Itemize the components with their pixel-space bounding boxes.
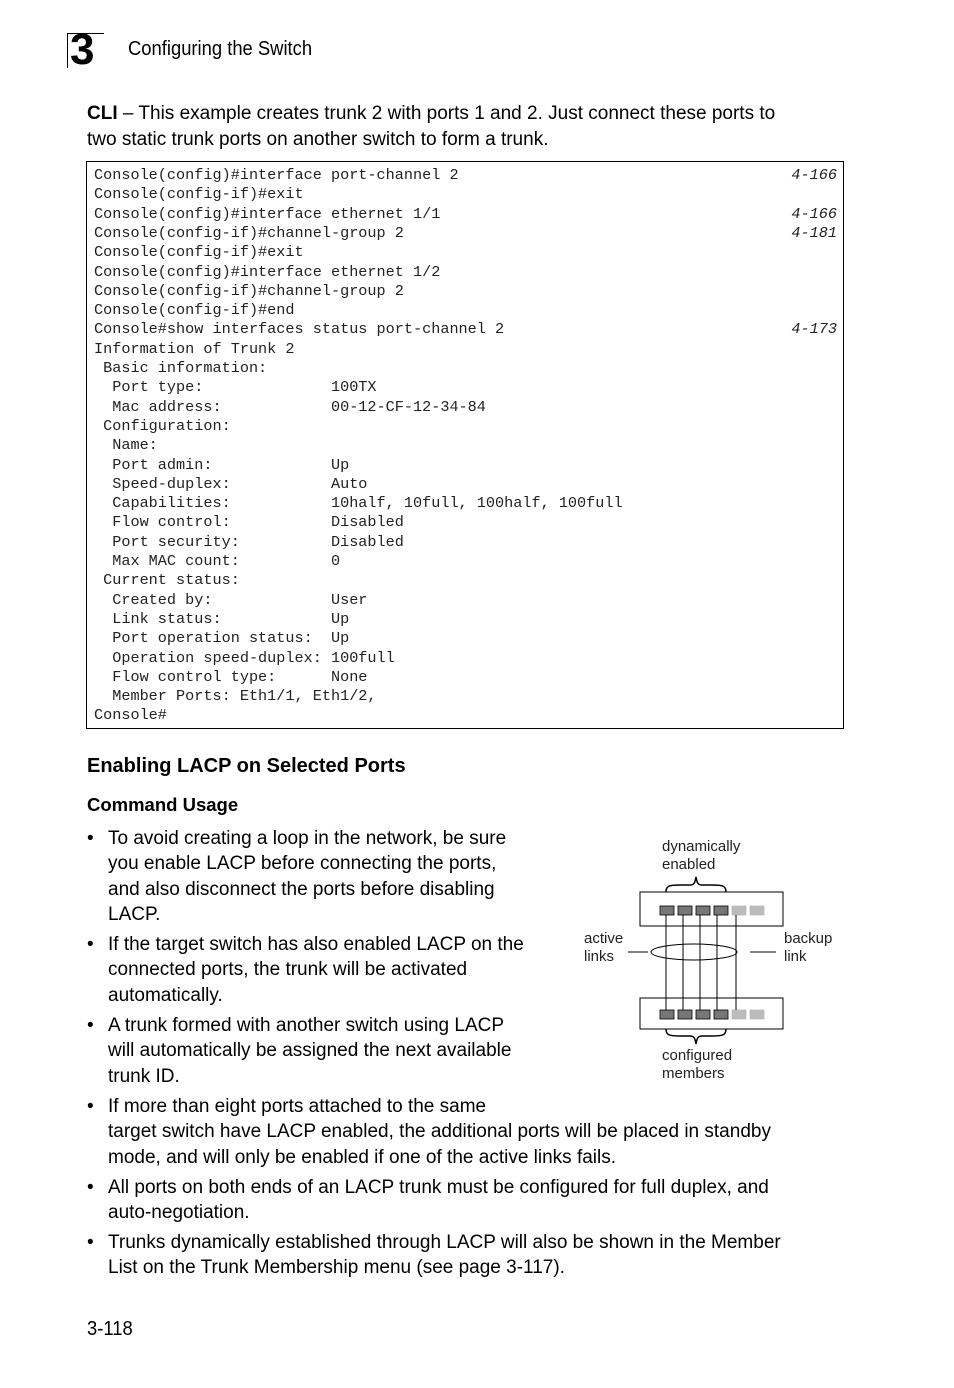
cli-code-block (86, 161, 844, 729)
list-item-line: and also disconnect the ports before disabling (108, 878, 495, 900)
configured-members-label: configured members (662, 1047, 733, 1082)
page-number: 3-118 (87, 1318, 133, 1340)
list-item-line: you enable LACP before connecting the ports, (108, 853, 497, 875)
code-text: Member Ports: Eth1/1, Eth1/2, (94, 687, 377, 706)
code-text: Flow control type: None (94, 667, 368, 686)
code-line (94, 224, 837, 243)
code-text: Port admin: Up (94, 455, 350, 474)
code-line (94, 205, 837, 224)
code-line (94, 320, 837, 339)
list-item-text (108, 826, 506, 927)
list-item-line: trunk ID. (108, 1065, 180, 1087)
code-page-reference: 4-173 (791, 320, 837, 339)
code-text: Information of Trunk 2 (94, 339, 295, 358)
code-line (94, 378, 837, 397)
list-item-line: If more than eight ports attached to the same (108, 1096, 487, 1117)
switch-port (714, 1010, 728, 1019)
list-item (87, 1094, 847, 1170)
bullet-marker: • (87, 1015, 94, 1036)
list-item (87, 1175, 847, 1226)
code-line (94, 436, 837, 455)
switch-port (678, 906, 692, 915)
bullet-marker: • (87, 1096, 94, 1117)
code-line (94, 340, 837, 359)
code-line (94, 456, 837, 475)
code-line (94, 243, 837, 262)
switch-port (750, 1010, 764, 1019)
switch-port (750, 906, 764, 915)
code-line (94, 552, 837, 571)
cli-label: CLI (87, 103, 118, 124)
bullet-marker: • (87, 1232, 94, 1253)
switch-port (660, 906, 674, 915)
dynamically-enabled-label: dynamically enabled (662, 838, 741, 873)
list-item-line: To avoid creating a loop in the network, be sure (108, 828, 507, 849)
intro-paragraph (87, 101, 847, 153)
list-item-text (108, 1094, 771, 1170)
list-item-line: If the target switch has also enabled LACP on the (108, 934, 524, 955)
list-item-text (108, 1175, 769, 1226)
active-links-label: active links (584, 930, 624, 965)
code-line (94, 668, 837, 687)
switch-port (696, 906, 710, 915)
section-heading: Enabling LACP on Selected Ports (87, 755, 406, 777)
code-line (94, 185, 837, 204)
code-text: Operation speed-duplex: 100full (94, 648, 395, 667)
code-text: Console(config-if)#end (94, 301, 295, 320)
code-text: Port security: Disabled (94, 532, 404, 551)
list-item-line: Trunks dynamically established through LACP will also be shown in the Member (108, 1232, 781, 1253)
code-line (94, 591, 837, 610)
list-item-line: All ports on both ends of an LACP trunk must be configured for full duplex, and (108, 1177, 769, 1198)
code-text: Name: (94, 436, 158, 455)
code-text: Console(config-if)#exit (94, 185, 304, 204)
code-text: Configuration: (94, 416, 231, 435)
code-text: Console(config-if)#channel-group 2 (94, 223, 404, 242)
code-text: Speed-duplex: Auto (94, 474, 368, 493)
bullet-marker: • (87, 828, 94, 849)
code-text: Max MAC count: 0 (94, 552, 341, 570)
switch-port (714, 906, 728, 915)
code-text: Basic information: (94, 359, 268, 377)
code-text: Console(config)#interface ethernet 1/1 (94, 204, 441, 223)
code-text: Mac address: 00-12-CF-12-34-84 (94, 397, 486, 416)
code-text: Console(config)#interface port-channel 2 (94, 166, 459, 184)
code-line (94, 494, 837, 513)
code-line (94, 649, 837, 668)
code-page-reference: 4-181 (791, 223, 837, 242)
code-text: Console#show interfaces status port-channel 2 (94, 320, 505, 339)
intro-line-1: – This example creates trunk 2 with ports 1 and 2. Just connect these ports to (117, 103, 776, 124)
code-text: Capabilities: 10half, 10full, 100half, 100full (94, 494, 623, 513)
code-line (94, 359, 837, 378)
switch-port (660, 1010, 674, 1019)
code-text: Port type: 100TX (94, 378, 377, 397)
command-usage-heading: Command Usage (87, 794, 239, 815)
intro-line-2: two static trunk ports on another switch to form a trunk. (87, 129, 549, 150)
list-item-text (108, 932, 524, 1008)
list-item-text (108, 1230, 781, 1281)
code-line (94, 571, 837, 590)
list-item-line: LACP. (108, 903, 161, 925)
active-links-ellipse (651, 944, 737, 960)
backup-link-label: backup link (784, 930, 833, 965)
switch-port (678, 1010, 692, 1019)
bullet-marker: • (87, 934, 94, 955)
list-item-line: automatically. (108, 984, 223, 1006)
code-line (94, 398, 837, 417)
code-page-reference: 4-166 (791, 166, 837, 184)
code-line (94, 513, 837, 532)
code-text: Console(config-if)#channel-group 2 (94, 281, 404, 300)
code-page-reference: 4-166 (791, 204, 837, 223)
code-text: Link status: Up (94, 609, 350, 628)
code-line (94, 166, 837, 185)
list-item (87, 1230, 847, 1281)
list-item-line: connected ports, the trunk will be activated (108, 959, 468, 981)
code-line (94, 629, 837, 648)
code-text: Created by: User (94, 590, 368, 609)
trunk-links (666, 915, 736, 1010)
code-text: Console(config-if)#exit (94, 243, 304, 262)
dynamically-enabled-brace (666, 877, 726, 892)
code-text: Current status: (94, 571, 240, 590)
code-text: Console(config)#interface ethernet 1/2 (94, 262, 441, 281)
list-item-line: List on the Trunk Membership menu (see page 3-117). (108, 1257, 565, 1279)
list-item-line: target switch have LACP enabled, the additional ports will be placed in standby (108, 1121, 771, 1143)
list-item-line: A trunk formed with another switch using LACP (108, 1015, 505, 1036)
code-line (94, 263, 837, 282)
switch-port (696, 1010, 710, 1019)
chapter-number: 3 (70, 25, 95, 74)
switch-port (732, 1010, 746, 1019)
list-item-line: will automatically be assigned the next available (108, 1040, 512, 1062)
running-header-title: Configuring the Switch (128, 38, 313, 60)
bullet-marker: • (87, 1177, 94, 1198)
switch-port (732, 906, 746, 915)
code-line (94, 610, 837, 629)
list-item-line: auto-negotiation. (108, 1202, 250, 1224)
configured-members-brace (666, 1029, 726, 1044)
code-text: Port operation status: Up (94, 629, 350, 648)
code-line (94, 417, 837, 436)
code-line (94, 687, 837, 706)
list-item-line: mode, and will only be enabled if one of the active links fails. (108, 1146, 617, 1168)
code-line (94, 282, 837, 301)
code-line (94, 706, 837, 725)
list-item-text (108, 1013, 511, 1089)
code-line (94, 301, 837, 320)
code-line (94, 475, 837, 494)
code-text: Console# (94, 706, 167, 725)
code-line (94, 533, 837, 552)
code-text: Flow control: Disabled (94, 513, 404, 532)
